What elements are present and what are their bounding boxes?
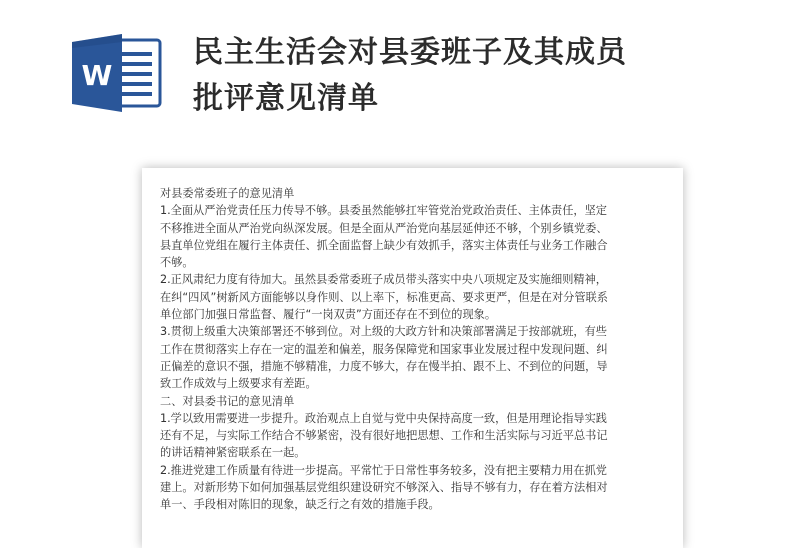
word-icon bbox=[68, 32, 164, 114]
doc-line: 正偏差的意识不强，措施不够精准，力度不够大，存在慢半拍、跟不上、不到位的问题，导 bbox=[160, 359, 608, 373]
word-letter: W bbox=[81, 59, 113, 92]
doc-line: 不够。 bbox=[160, 256, 194, 270]
document-page bbox=[142, 168, 683, 548]
doc-line: 不移推进全面从严治党向纵深发展。但是全面从严治党向基层延伸还不够，个别乡镇党委、 bbox=[160, 221, 608, 235]
doc-line: 还有不足，与实际工作结合不够紧密，没有很好地把思想、工作和生活实际与习近平总书记 bbox=[160, 429, 608, 443]
header bbox=[0, 0, 800, 160]
doc-line: 致工作成效与上级要求有差距。 bbox=[160, 377, 317, 391]
doc-line: 2.正风肃纪力度有待加大。虽然县委常委班子成员带头落实中央八项规定及实施细则精神， bbox=[160, 273, 607, 287]
doc-line: 二、对县委书记的意见清单 bbox=[160, 394, 295, 408]
doc-line: 1.学以致用需要进一步提升。政治观点上自觉与党中央保持高度一致，但是用理论指导实践 bbox=[160, 411, 607, 425]
page-title bbox=[193, 30, 773, 122]
doc-line: 的讲话精神紧密联系在一起。 bbox=[160, 446, 306, 460]
doc-line: 单位部门加强日常监督、履行“一岗双责”方面还存在不到位的现象。 bbox=[160, 308, 497, 322]
doc-line: 单一、手段相对陈旧的现象，缺乏行之有效的措施手段。 bbox=[160, 498, 440, 512]
document-body bbox=[160, 185, 665, 514]
doc-line: 工作在贯彻落实上存在一定的温差和偏差，服务保障党和国家事业发展过程中发现问题、纠 bbox=[160, 342, 608, 356]
doc-line: 1.全面从严治党责任压力传导不够。县委虽然能够扛牢管党治党政治责任、主体责任，坚定 bbox=[160, 204, 607, 218]
doc-line: 在纠“四风”树新风方面能够以身作则、以上率下，标准更高、要求更严，但是在对分管联系 bbox=[160, 290, 608, 304]
doc-line: 对县委常委班子的意见清单 bbox=[160, 187, 295, 200]
doc-line: 建上。对新形势下如何加强基层党组织建设研究不够深入、指导不够有力，存在着方法相对 bbox=[160, 481, 608, 495]
title-line-1: 民主生活会对县委班子及其成员 bbox=[193, 35, 627, 70]
title-line-2: 批评意见清单 bbox=[193, 81, 379, 116]
doc-line: 2.推进党建工作质量有待进一步提高。平常忙于日常性事务较多，没有把主要精力用在抓党 bbox=[160, 463, 607, 477]
doc-line: 3.贯彻上级重大决策部署还不够到位。对上级的大政方针和决策部署满足于按部就班，有些 bbox=[160, 325, 607, 339]
doc-line: 县直单位党组在履行主体责任、抓全面监督上缺少有效抓手，落实主体责任与业务工作融合 bbox=[160, 238, 608, 252]
